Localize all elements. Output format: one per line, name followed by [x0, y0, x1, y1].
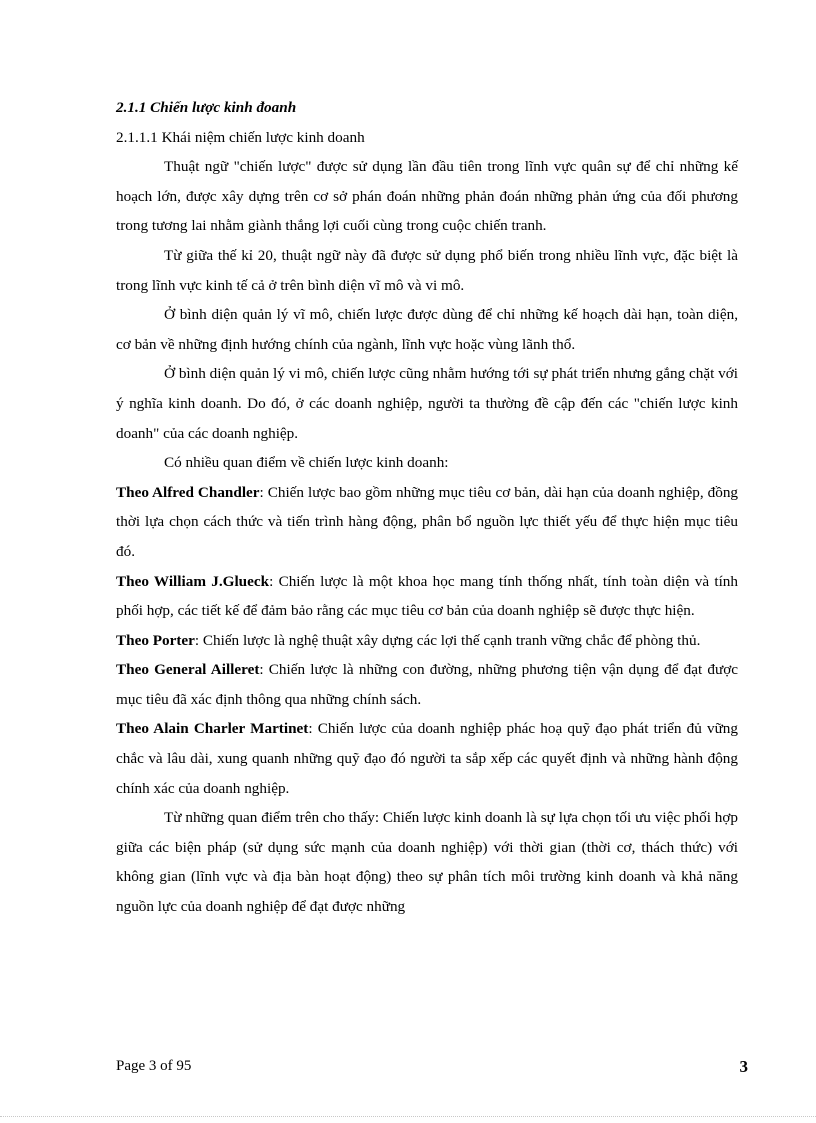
definition-author: Theo General Ailleret	[116, 661, 260, 679]
definition-author: Theo Alfred Chandler	[116, 483, 260, 501]
definition-text: : Chiến lược là nghệ thuật xây dựng các lợi thế cạnh tranh vững chắc để phòng thủ.	[194, 631, 701, 649]
definition-item	[116, 714, 738, 803]
subsection-heading: 2.1.1.1 Khái niệm chiến lược kinh doanh	[116, 128, 365, 146]
definition-author: Theo Porter	[116, 631, 195, 649]
definition-author: Theo William J.Glueck	[116, 572, 270, 590]
page-break-divider	[0, 1116, 816, 1117]
definition-item	[116, 478, 738, 567]
paragraph: Có nhiều quan điểm về chiến lược kinh doanh:	[164, 454, 449, 472]
page-footer	[116, 1054, 748, 1078]
definition-text: : Chiến lược của doanh nghiệp phác hoạ quỹ đạo phát triển đủ vững chắc và lâu dài, xung quanh những quỹ đạo đó người ta sắp xếp các quyết định và những hành động chính xác của doanh nghiệp.	[116, 720, 738, 797]
paragraph: Ở bình diện quản lý vĩ mô, chiến lược được dùng để chỉ những kế hoạch dài hạn, toàn diện, cơ bản về những định hướng chính của ngành, lĩnh vực hoặc vùng lãnh thổ.	[116, 306, 738, 353]
definition-item	[116, 655, 738, 714]
paragraph: Từ giữa thế kỉ 20, thuật ngữ này đã được sử dụng phổ biến trong nhiều lĩnh vực, đặc biệt là trong lĩnh vực kinh tế cả ở trên bình diện vĩ mô và vi mô.	[116, 246, 738, 294]
definition-text: : Chiến lược là những con đường, những phương tiện vận dụng để đạt được mục tiêu đã xác định thông qua những chính sách.	[116, 661, 738, 708]
definition-text: : Chiến lược bao gồm những mục tiêu cơ bản, dài hạn của doanh nghiệp, đồng thời lựa chọn cách thức và tiến trình hàng động, phân bổ nguồn lực thiết yếu để thực hiện mục tiêu đó.	[116, 483, 739, 560]
definition-text: : Chiến lược là một khoa học mang tính thống nhất, tính toàn diện và tính phối hợp, các tiết kế để đảm bảo rằng các mục tiêu cơ bản của doanh nghiệp sẽ được thực hiện.	[116, 572, 738, 620]
definition-item	[116, 567, 738, 626]
page-count-label: Page 3 of 95	[116, 1058, 192, 1074]
page-number: 3	[739, 1057, 748, 1076]
page-content	[116, 93, 738, 922]
section-heading: 2.1.1 Chiến lược kinh đoanh	[116, 99, 297, 116]
paragraph: Thuật ngữ "chiến lược" được sử dụng lần đầu tiên trong lĩnh vực quân sự để chỉ những kế hoạch lớn, được xây dựng trên cơ sở phán đoán những phản đoán những phản ứng của đối phương trong tương lai nhằm giành thắng lợi cuối cùng trong cuộc chiến tranh.	[116, 158, 738, 235]
paragraph: Ở bình diện quản lý vi mô, chiến lược cũng nhằm hướng tới sự phát triển nhưng gắng chặt với ý nghĩa kinh doanh. Do đó, ở các doanh nghiệp, người ta thường đề cập đến các "chiến lược kinh doanh" của các doanh nghiệp.	[116, 365, 738, 442]
definition-item	[116, 626, 738, 656]
conclusion-paragraph: Từ những quan điểm trên cho thấy: Chiến lược kinh doanh là sự lựa chọn tối ưu việc phối hợp giữa các biện pháp (sử dụng sức mạnh của doanh nghiệp) với thời gian (thời cơ, thách thức) với không gian (lĩnh vực và địa bàn hoạt động) theo sự phân tích môi trường kinh doanh và khả năng nguồn lực của doanh nghiệp để đạt được những	[116, 809, 738, 916]
definition-author: Theo Alain Charler Martinet	[116, 720, 309, 738]
